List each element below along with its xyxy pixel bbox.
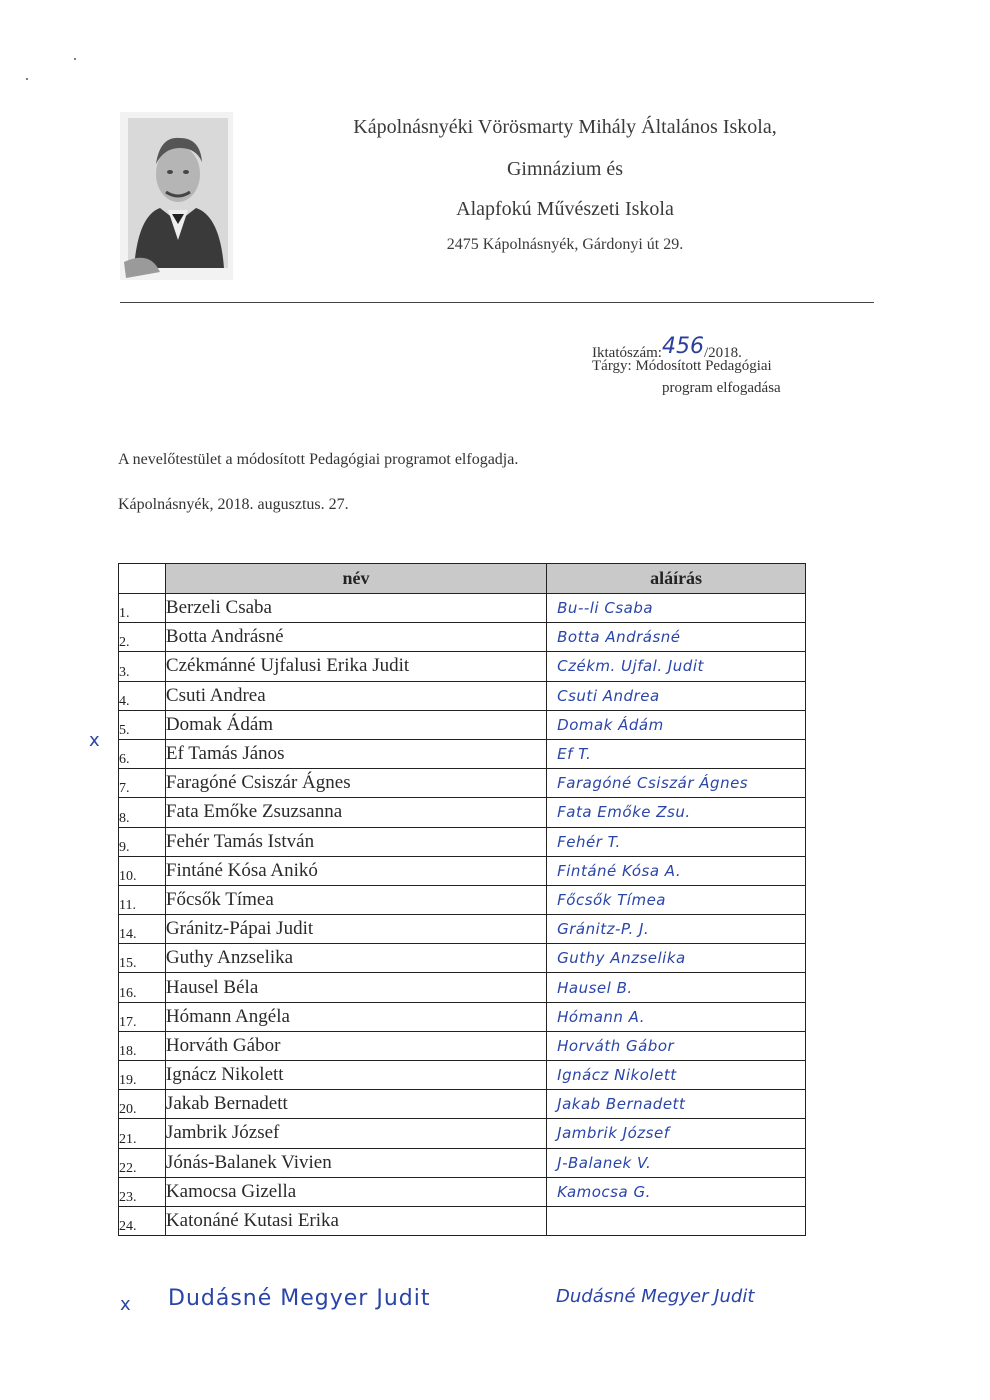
- table-header-row: [119, 564, 806, 594]
- row-number: 4.: [119, 681, 166, 710]
- signature-cell: [547, 1061, 806, 1090]
- handwritten-signature: Gránitz-P. J.: [557, 920, 650, 939]
- table-row: [119, 681, 806, 710]
- teacher-name: Fintáné Kósa Anikó: [165, 856, 546, 885]
- row-number: 1.: [119, 594, 166, 623]
- school-address: 2475 Kápolnásnyék, Gárdonyi út 29.: [446, 236, 684, 253]
- signature-cell: [547, 710, 806, 739]
- teacher-name: Főcsők Tímea: [165, 885, 546, 914]
- school-name-line3: Alapfokú Művészeti Iskola: [456, 198, 674, 220]
- resolution-statement: A nevelőtestület a módosított Pedagógiai programot elfogadja.: [118, 451, 519, 468]
- signature-cell: [547, 798, 806, 827]
- table-row: [119, 710, 806, 739]
- teacher-name: Horváth Gábor: [165, 1031, 546, 1060]
- handwritten-signature: Fata Emőke Zsu.: [557, 803, 691, 822]
- row-number: 21.: [119, 1119, 166, 1148]
- table-row: [119, 1206, 806, 1235]
- signature-cell: [547, 769, 806, 798]
- signature-cell: [547, 1090, 806, 1119]
- teacher-name: Kamocsa Gizella: [165, 1177, 546, 1206]
- table-row: [119, 915, 806, 944]
- signature-cell: [547, 1206, 806, 1235]
- handwritten-signature: Csuti Andrea: [557, 686, 660, 705]
- teacher-name: Czékmánné Ujfalusi Erika Judit: [165, 652, 546, 681]
- table-row: [119, 798, 806, 827]
- row-number: 18.: [119, 1031, 166, 1060]
- table-row: [119, 827, 806, 856]
- handwritten-signature: Hausel B.: [557, 978, 633, 997]
- signature-cell: [547, 915, 806, 944]
- teacher-name: Faragóné Csiszár Ágnes: [165, 769, 546, 798]
- handwritten-signature: Horváth Gábor: [557, 1036, 675, 1055]
- table-row: [119, 1148, 806, 1177]
- teacher-name: Jambrik József: [165, 1119, 546, 1148]
- handwritten-signature: Fintáné Kósa A.: [557, 861, 682, 880]
- teacher-name: Domak Ádám: [165, 710, 546, 739]
- handwritten-signature: Czékm. Ujfal. Judit: [557, 657, 704, 676]
- signature-cell: [547, 944, 806, 973]
- signature-cell: [547, 1148, 806, 1177]
- handwritten-extra-name: Dudásné Megyer Judit: [168, 1286, 431, 1311]
- header-number-cell: [119, 564, 166, 594]
- row-number: 2.: [119, 623, 166, 652]
- scan-speck: [26, 78, 28, 80]
- handwritten-signature: Guthy Anzselika: [557, 949, 686, 968]
- teacher-name: Berzeli Csaba: [165, 594, 546, 623]
- school-name-line2: Gimnázium és: [506, 158, 624, 180]
- header-signature-cell: aláírás: [547, 564, 806, 594]
- row-number: 23.: [119, 1177, 166, 1206]
- teacher-name: Fehér Tamás István: [165, 827, 546, 856]
- subject-text-line2: program elfogadása: [662, 380, 781, 396]
- teacher-name: Ignácz Nikolett: [165, 1061, 546, 1090]
- signature-cell: [547, 594, 806, 623]
- row-number: 6.: [119, 739, 166, 768]
- teacher-name: Hómann Angéla: [165, 1002, 546, 1031]
- row-number: 5.: [119, 710, 166, 739]
- header-divider: [120, 302, 874, 303]
- table-row: [119, 1031, 806, 1060]
- subject-text-line1: Módosított Pedagógiai: [635, 358, 772, 374]
- handwritten-signature: Kamocsa G.: [557, 1182, 651, 1201]
- handwritten-signature: Hómann A.: [557, 1007, 645, 1026]
- handwritten-signature: Faragóné Csiszár Ágnes: [557, 774, 749, 793]
- handwritten-signature: Ef T.: [557, 745, 592, 764]
- row-number: 17.: [119, 1002, 166, 1031]
- handwritten-x-mark: x: [89, 730, 100, 751]
- subject-label: Tárgy:: [592, 358, 632, 374]
- row-number: 24.: [119, 1206, 166, 1235]
- signature-cell: [547, 739, 806, 768]
- header-name-cell: név: [165, 564, 546, 594]
- scan-speck: [74, 58, 76, 60]
- table-row: [119, 1090, 806, 1119]
- place-date-line: Kápolnásnyék, 2018. augusztus. 27.: [118, 496, 349, 513]
- teacher-name: Csuti Andrea: [165, 681, 546, 710]
- handwritten-signature: Ignácz Nikolett: [557, 1066, 677, 1085]
- table-row: [119, 1177, 806, 1206]
- row-number: 8.: [119, 798, 166, 827]
- row-number: 22.: [119, 1148, 166, 1177]
- school-name-line1: Kápolnásnyéki Vörösmarty Mihály Általános Iskola,: [353, 116, 777, 138]
- table-row: [119, 1119, 806, 1148]
- teacher-name: Katonáné Kutasi Erika: [165, 1206, 546, 1235]
- row-number: 11.: [119, 885, 166, 914]
- table-row: [119, 885, 806, 914]
- teacher-name: Jónás-Balanek Vivien: [165, 1148, 546, 1177]
- row-number: 14.: [119, 915, 166, 944]
- table-row: [119, 594, 806, 623]
- signature-cell: [547, 623, 806, 652]
- signature-cell: [547, 652, 806, 681]
- signature-cell: [547, 1002, 806, 1031]
- row-number: 3.: [119, 652, 166, 681]
- handwritten-signature: Bu--li Csaba: [557, 599, 654, 618]
- signature-cell: [547, 681, 806, 710]
- table-row: [119, 623, 806, 652]
- table-row: [119, 944, 806, 973]
- table-row: [119, 1061, 806, 1090]
- handwritten-x-mark: x: [120, 1294, 131, 1315]
- handwritten-signature: Botta Andrásné: [557, 628, 681, 647]
- row-number: 16.: [119, 973, 166, 1002]
- signature-cell: [547, 973, 806, 1002]
- handwritten-extra-signature: Dudásné Megyer Judit: [556, 1286, 755, 1307]
- handwritten-signature: Főcsők Tímea: [557, 890, 667, 909]
- registry-year: /2018.: [703, 345, 742, 361]
- table-row: [119, 739, 806, 768]
- handwritten-signature: J-Balanek V.: [557, 1153, 652, 1172]
- table-row: [119, 1002, 806, 1031]
- signature-cell: [547, 885, 806, 914]
- row-number: 15.: [119, 944, 166, 973]
- row-number: 7.: [119, 769, 166, 798]
- teacher-name: Hausel Béla: [165, 973, 546, 1002]
- row-number: 19.: [119, 1061, 166, 1090]
- handwritten-signature: Fehér T.: [557, 832, 621, 851]
- teacher-name: Jakab Bernadett: [165, 1090, 546, 1119]
- row-number: 10.: [119, 856, 166, 885]
- portrait-engraving: [120, 112, 233, 280]
- signature-cell: [547, 1119, 806, 1148]
- signature-cell: [547, 856, 806, 885]
- signature-cell: [547, 827, 806, 856]
- table-row: [119, 652, 806, 681]
- teacher-name: Fata Emőke Zsuzsanna: [165, 798, 546, 827]
- teacher-name: Guthy Anzselika: [165, 944, 546, 973]
- signature-cell: [547, 1031, 806, 1060]
- signature-cell: [547, 1177, 806, 1206]
- row-number: 9.: [119, 827, 166, 856]
- handwritten-signature: Domak Ádám: [557, 715, 664, 734]
- signature-table-body: [119, 594, 806, 1236]
- registry-number-handwritten: 456: [661, 334, 704, 359]
- table-row: [119, 769, 806, 798]
- signature-table: [118, 563, 806, 1236]
- handwritten-signature: Jakab Bernadett: [557, 1095, 686, 1114]
- registry-label: Iktatószám:: [592, 345, 662, 361]
- table-row: [119, 973, 806, 1002]
- handwritten-signature: Jambrik József: [557, 1124, 670, 1143]
- subject-line: [592, 358, 772, 375]
- row-number: 20.: [119, 1090, 166, 1119]
- teacher-name: Gránitz-Pápai Judit: [165, 915, 546, 944]
- teacher-name: Ef Tamás János: [165, 739, 546, 768]
- table-row: [119, 856, 806, 885]
- teacher-name: Botta Andrásné: [165, 623, 546, 652]
